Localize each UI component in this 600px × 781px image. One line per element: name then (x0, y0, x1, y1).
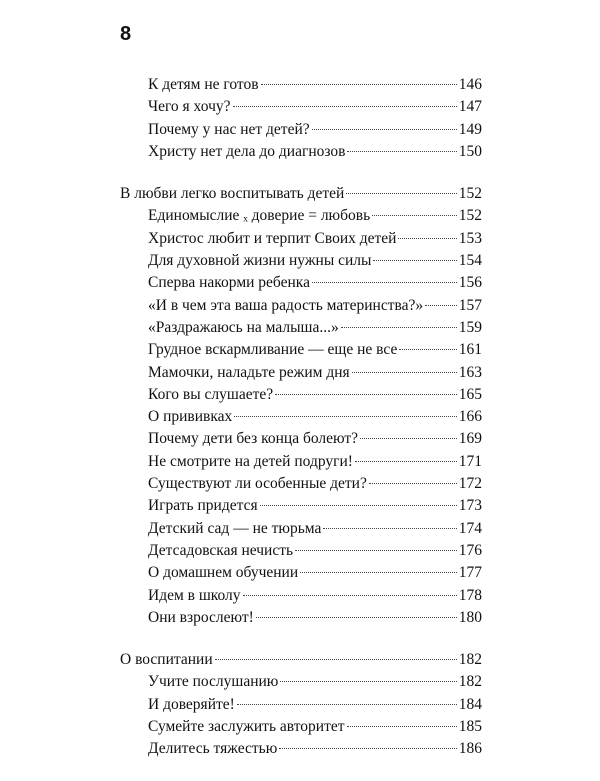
dot-leader (355, 461, 457, 462)
dot-leader (215, 659, 457, 660)
toc-entry-page: 166 (458, 408, 482, 426)
toc-entry-title: Почему у нас нет детей? (148, 120, 310, 138)
table-of-contents (120, 74, 482, 781)
toc-entry (120, 716, 482, 738)
dot-leader (347, 151, 456, 152)
toc-entry-title: Существуют ли особенные дети? (148, 475, 367, 493)
toc-entry (120, 694, 482, 716)
toc-entry-title: О прививках (148, 408, 233, 426)
toc-entry-title: Грудное вскармливание — еще не все (148, 341, 398, 359)
toc-entry (120, 428, 482, 450)
toc-entry-page: 163 (458, 363, 482, 381)
dot-leader (347, 726, 457, 727)
toc-entry-title: Христу нет дела до диагнозов (148, 142, 346, 160)
toc-entry-title: Идем в школу (148, 586, 241, 604)
dot-leader (234, 416, 456, 417)
dot-leader (372, 215, 457, 216)
toc-entry-title: Делитесь тяжестью (148, 740, 278, 758)
dot-leader (360, 438, 457, 439)
toc-entry (120, 96, 482, 118)
toc-entry-title: «И в чем эта ваша радость материнства?» (148, 296, 424, 314)
toc-entry (120, 205, 482, 227)
toc-entry (120, 141, 482, 163)
dot-leader (312, 282, 457, 283)
toc-entry-title: И доверяйте! (148, 695, 235, 713)
page-number: 8 (120, 23, 132, 45)
toc-entry-title: Чего я хочу? (148, 98, 231, 116)
toc-entry-page: 173 (458, 497, 482, 515)
toc-entry-title: Детсадовская нечисть (148, 541, 294, 559)
toc-section (120, 183, 482, 629)
dot-leader (237, 704, 457, 705)
toc-entry-page: 184 (458, 695, 482, 713)
toc-entry (120, 384, 482, 406)
toc-entry-title: Христос любит и терпит Своих детей (148, 229, 397, 247)
toc-entry-page: 177 (458, 564, 482, 582)
toc-entry (120, 585, 482, 607)
toc-entry-page: 172 (458, 475, 482, 493)
toc-entry-page: 186 (458, 740, 482, 758)
dot-leader (256, 617, 457, 618)
dot-leader (323, 528, 456, 529)
toc-entry (120, 250, 482, 272)
toc-entry (120, 74, 482, 96)
dot-leader (425, 305, 457, 306)
toc-entry-title: Сумейте заслужить авторитет (148, 718, 345, 736)
dot-leader (373, 260, 456, 261)
toc-entry-title: Единомыслие ₓ доверие = любовь (148, 207, 371, 225)
toc-entry (120, 495, 482, 517)
toc-chapter-title: В любви легко воспитывать детей (120, 185, 345, 203)
toc-entry (120, 119, 482, 141)
toc-entry-page: 165 (458, 385, 482, 403)
toc-entry-title: Не смотрите на детей подруги! (148, 452, 353, 470)
dot-leader (275, 394, 457, 395)
dot-leader (261, 84, 457, 85)
toc-entry (120, 518, 482, 540)
toc-entry-title: «Раздражаюсь на малыша...» (148, 318, 339, 336)
toc-chapter-page: 152 (458, 185, 482, 203)
dot-leader (312, 129, 457, 130)
toc-entry (120, 362, 482, 384)
toc-entry (120, 317, 482, 339)
toc-entry (120, 451, 482, 473)
dot-leader (295, 550, 457, 551)
toc-entry-page: 185 (458, 718, 482, 736)
toc-entry-title: О домашнем обучении (148, 564, 299, 582)
toc-entry-page: 156 (458, 274, 482, 292)
toc-entry-page: 171 (458, 452, 482, 470)
toc-entry-title: Сперва накорми ребенка (148, 274, 310, 292)
toc-entry (120, 540, 482, 562)
toc-chapter-heading (120, 183, 482, 205)
dot-leader (399, 349, 456, 350)
toc-entry-page: 157 (458, 296, 482, 314)
toc-entry-page: 180 (458, 608, 482, 626)
toc-entry (120, 607, 482, 629)
dot-leader (398, 238, 456, 239)
dot-leader (279, 748, 456, 749)
toc-entry-page: 150 (458, 142, 482, 160)
toc-entry-page: 176 (458, 541, 482, 559)
toc-entry-page: 174 (458, 519, 482, 537)
dot-leader (233, 106, 457, 107)
toc-chapter-title: О воспитании (120, 651, 213, 669)
toc-entry-title: Они взрослеют! (148, 608, 254, 626)
toc-entry-page: 152 (458, 207, 482, 225)
dot-leader (260, 505, 457, 506)
toc-entry-page: 159 (458, 318, 482, 336)
toc-entry (120, 473, 482, 495)
toc-section (120, 74, 482, 163)
toc-entry (120, 295, 482, 317)
dot-leader (280, 681, 456, 682)
toc-entry (120, 562, 482, 584)
dot-leader (243, 595, 457, 596)
toc-entry-title: Кого вы слушаете? (148, 385, 274, 403)
toc-entry (120, 406, 482, 428)
toc-chapter-heading (120, 649, 482, 671)
toc-entry-page: 169 (458, 430, 482, 448)
toc-entry-page: 153 (458, 229, 482, 247)
dot-leader (341, 327, 457, 328)
toc-entry-page: 161 (458, 341, 482, 359)
toc-entry-title: Учите послушанию (148, 673, 279, 691)
toc-entry (120, 738, 482, 760)
toc-entry (120, 339, 482, 361)
toc-entry-page: 178 (458, 586, 482, 604)
toc-entry-title: Детский сад — не тюрьма (148, 519, 322, 537)
toc-entry-title: Играть придется (148, 497, 258, 515)
dot-leader (346, 193, 456, 194)
toc-entry-page: 154 (458, 252, 482, 270)
toc-entry-title: Мамочки, наладьте режим дня (148, 363, 350, 381)
toc-entry-page: 147 (458, 98, 482, 116)
toc-entry-title: Для духовной жизни нужны силы (148, 252, 372, 270)
toc-entry-page: 146 (458, 76, 482, 93)
toc-entry (120, 671, 482, 693)
toc-entry-title: Почему дети без конца болеют? (148, 430, 359, 448)
toc-entry (120, 272, 482, 294)
dot-leader (300, 572, 457, 573)
dot-leader (352, 372, 457, 373)
dot-leader (369, 483, 457, 484)
toc-entry-page: 149 (458, 120, 482, 138)
toc-entry-page: 182 (458, 673, 482, 691)
toc-chapter-page: 182 (458, 651, 482, 669)
toc-entry-title: К детям не готов (148, 76, 259, 93)
toc-entry (120, 228, 482, 250)
toc-section (120, 649, 482, 760)
